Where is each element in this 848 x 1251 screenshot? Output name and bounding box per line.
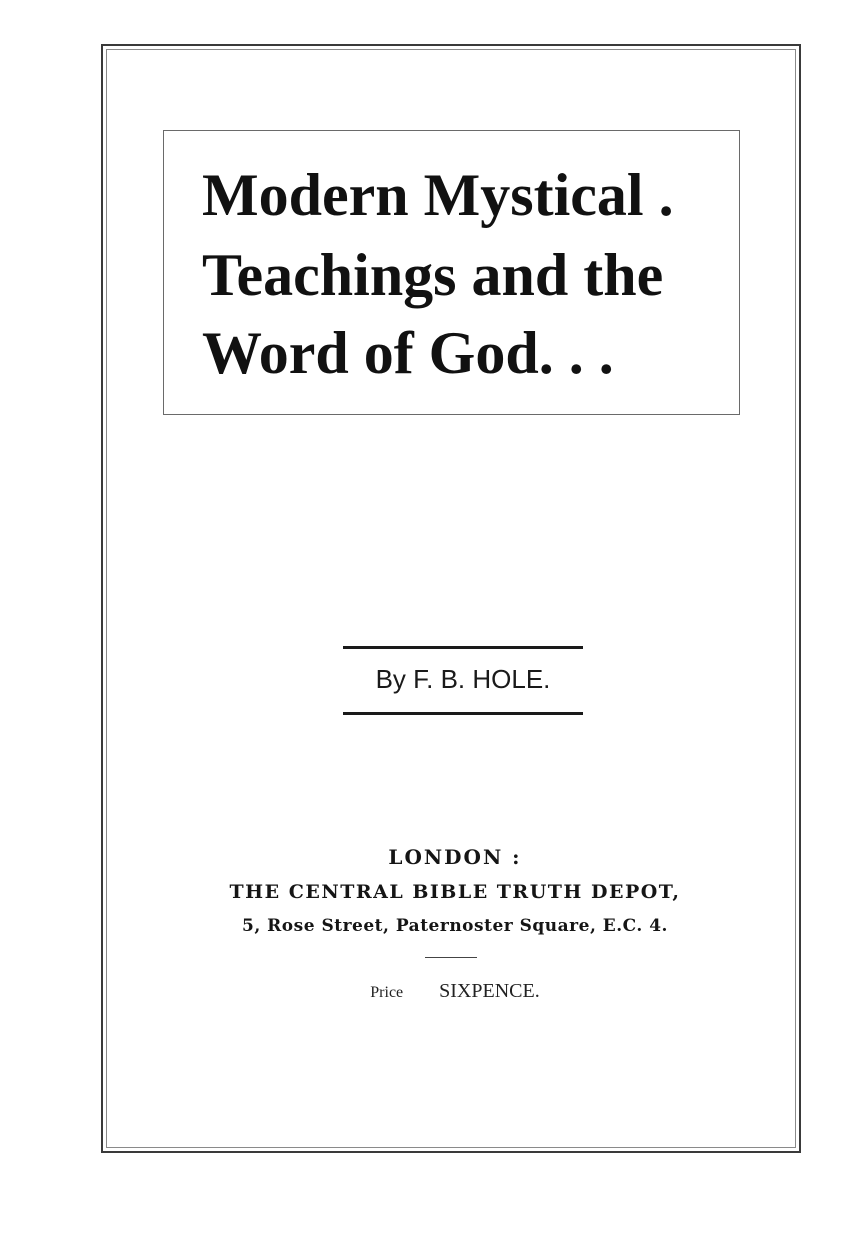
title-line-3: Word of God. . . bbox=[202, 320, 614, 386]
price-line bbox=[110, 977, 800, 1007]
price-label: Price bbox=[370, 984, 404, 1001]
title-line-2: Teachings and the bbox=[202, 242, 664, 308]
title-line-1: Modern Mystical . bbox=[202, 162, 674, 228]
price-value: SIXPENCE. bbox=[439, 980, 540, 1002]
price-divider bbox=[425, 957, 477, 958]
author-rule-bottom bbox=[343, 712, 583, 715]
imprint-address: 5, Rose Street, Paternoster Square, E.C. 4. bbox=[242, 916, 668, 936]
author-rule-top bbox=[343, 646, 583, 649]
author-line: By F. B. HOLE. bbox=[375, 664, 551, 694]
imprint-publisher: THE CENTRAL BIBLE TRUTH DEPOT, bbox=[229, 881, 681, 903]
imprint-city: LONDON : bbox=[388, 845, 522, 869]
